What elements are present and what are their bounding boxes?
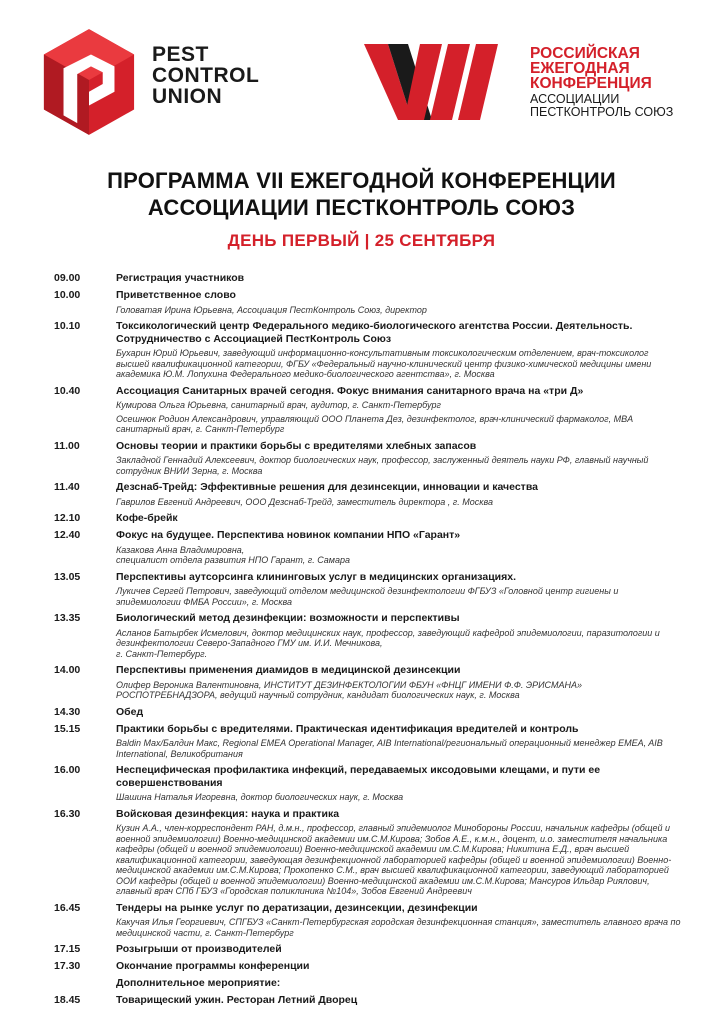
schedule-entry <box>54 385 684 436</box>
entry-time: 18.45 <box>54 994 81 1006</box>
entry-title: Перспективы применения диамидов в медицинской дезинсекции <box>116 664 461 676</box>
entry-title: Войсковая дезинфекция: наука и практика <box>116 807 340 820</box>
entry-speaker: Какучая Илья Георгиевич, СПГБУЗ «Санкт-Петербургская городская дезинфекционная станция», заместитель главного врача по медицинской части, г. Санкт-Петербург <box>116 917 681 938</box>
entry-title: Приветственное слово <box>116 289 236 301</box>
entry-body <box>116 481 684 508</box>
conference-wordmark-red-line: КОНФЕРЕНЦИЯ <box>530 75 652 92</box>
schedule-entry <box>54 440 684 478</box>
entry-speaker: Головатая Ирина Юрьевна, Ассоциация ПестКонтроль Союз, директор <box>116 304 427 315</box>
entry-time: 17.15 <box>54 943 81 955</box>
entry-title: Окончание программы конференции <box>116 960 310 972</box>
day-label: ДЕНЬ ПЕРВЫЙ | 25 СЕНТЯБРЯ <box>227 231 496 250</box>
entry-time: 12.10 <box>54 512 81 524</box>
entry-speaker: Кумирова Ольга Юрьевна, санитарный врач, аудитор, г. Санкт-Петербург <box>116 400 441 410</box>
entry-title: Розыгрыши от производителей <box>116 943 282 955</box>
schedule-entry <box>54 664 684 702</box>
entry-title: Практики борьбы с вредителями. Практическая идентификация вредителей и контроль <box>116 722 579 735</box>
schedule-entry <box>54 481 684 508</box>
entry-speaker: Асланов Батырбек Исмелович, доктор медицинских наук, профессор, заведующий кафедрой эпидемиологии, паразитологии и дезинфектологии Северо-Западного ГМУ им. И.И. Мечникова, г. Санкт-Петербург. <box>116 627 660 659</box>
entry-speaker: Кузин А.А., член-корреспондент РАН, д.м.н., профессор, главный эпидемиолог Минобороны России, начальник кафедры (общей и военной эпидемиологии) Военно-медицинской академии им.С.М.Кирова; Зобов А.Е., к.м.н., доцент, и.о. заместителя начальника кафедры (общей и военной эпидемиологии) Военно-медицинской академии им.С.М.Кирова; Никитина Е.Д., врач высшей квалификационной категории, заведующая дезинфекционной лабораторией кафедры (общей и военной эпидемиологии) Военно-медицинской академии им.С.М.Кирова; Прокопенко С.М., врач высшей квалификационной категории, заведующий лабораторией ООИ кафедры (общей и военной эпидемиологии) Военно-медицинской академии им.С.М.Кирова; Мансуров Ильдар Риялович, главный врач СПб ГБУЗ «Городская поликлиника №104», Зобов Евгений Андреевич <box>116 823 672 896</box>
entry-speaker: Гаврилов Евгений Андреевич, ООО Дезснаб-Трейд, заместитель директора , г. Москва <box>116 496 493 507</box>
entry-title: Товарищеский ужин. Ресторан Летний Дворец <box>116 994 358 1006</box>
conference-wordmark-dark-line: ПЕСТКОНТРОЛЬ СОЮЗ <box>530 105 674 119</box>
entry-title: Токсикологический центр Федерального медико-биологического агентства России. Деятельность. Сотрудничество с Ассоциацией ПестКонтроль Союз <box>116 320 633 345</box>
vii-roman-numeral-logo-icon <box>364 44 519 120</box>
entry-title: Дезснаб-Трейд: Эффективные решения для дезинсекции, инновации и качества <box>116 481 538 493</box>
entry-speaker: Шашина Наталья Игоревна, доктор биологических наук, г. Москва <box>116 792 404 802</box>
schedule-list <box>54 268 684 1007</box>
header <box>0 0 723 160</box>
schedule-entry <box>54 808 684 898</box>
pest-control-union-logo-icon <box>40 27 138 137</box>
entry-body <box>116 808 684 898</box>
entry-body <box>116 994 684 1007</box>
entry-body <box>116 764 684 804</box>
entry-time: 10.10 <box>54 320 81 332</box>
conference-wordmark-dark-line: АССОЦИАЦИИ <box>530 92 620 106</box>
entry-body <box>116 664 684 702</box>
entry-title: Регистрация участников <box>116 272 245 284</box>
extra-event-label: Дополнительное мероприятие: <box>116 977 281 989</box>
entry-time: 13.35 <box>54 612 81 624</box>
entry-title: Основы теории и практики борьбы с вредителями хлебных запасов <box>116 439 477 452</box>
entry-body <box>116 706 684 719</box>
schedule-entry-final <box>54 994 684 1007</box>
extra-event-row <box>54 977 684 990</box>
schedule-entry <box>54 289 684 316</box>
entry-body <box>116 289 684 316</box>
entry-time: 14.30 <box>54 705 81 718</box>
entry-body <box>116 902 684 940</box>
entry-time: 10.00 <box>54 289 81 301</box>
entry-title: Кофе-брейк <box>116 512 178 524</box>
entry-body <box>116 723 684 761</box>
entry-time: 16.30 <box>54 807 81 820</box>
page-title-line-1: ПРОГРАММА VII ЕЖЕГОДНОЙ КОНФЕРЕНЦИИ <box>107 168 616 193</box>
entry-body <box>116 529 684 567</box>
entry-time: 17.30 <box>54 960 81 972</box>
entry-time: 11.00 <box>54 439 80 452</box>
schedule-entry <box>54 723 684 761</box>
entry-body <box>116 960 684 973</box>
schedule-entry <box>54 529 684 567</box>
entry-title: Неспецифическая профилактика инфекций, передаваемых иксодовыми клещами, и пути ее совершенствования <box>116 764 601 789</box>
entry-speaker: Baldin Max/Балдин Макс, Regional EMEA Operational Manager, AIB International/региональный операционный менеджер EMEA, AIB International, Великобритания <box>116 738 663 759</box>
schedule-entry <box>54 512 684 525</box>
entry-body <box>116 571 684 609</box>
entry-title: Фокус на будущее. Перспектива новинок компании НПО «Гарант» <box>116 529 461 541</box>
entry-time: 14.00 <box>54 664 81 676</box>
entry-title: Обед <box>116 705 144 718</box>
conference-wordmark <box>530 46 673 119</box>
schedule-entry <box>54 943 684 956</box>
schedule-entry <box>54 612 684 660</box>
entry-body <box>116 385 684 436</box>
pest-control-union-wordmark <box>152 44 259 107</box>
entry-title: Ассоциация Санитарных врачей сегодня. Фокус внимания санитарного врача на «три Д» <box>116 384 584 397</box>
entry-speaker: Бухарин Юрий Юрьевич, заведующий информационно-консультативным токсикологическим отделением, врач-токсиколог высшей квалификационной категории, ФГБУ «Федеральный научно-клинический центр физико-химической медицины имени академика Ю.М. Лопухина Федерального медико-биологического агентства», г. Москва <box>116 348 652 379</box>
entry-title: Перспективы аутсорсинга клининговых услуг в медицинских организациях. <box>116 570 517 583</box>
page-title-line-2: АССОЦИАЦИИ ПЕСТКОНТРОЛЬ СОЮЗ <box>147 195 576 220</box>
entry-time: 11.40 <box>54 481 80 493</box>
entry-body <box>116 272 684 285</box>
entry-speaker: Казакова Анна Владимировна, специалист отдела развития НПО Гарант, г. Самара <box>116 544 350 565</box>
conference-wordmark-red-line: РОССИЙСКАЯ <box>530 45 640 62</box>
entry-time: 13.05 <box>54 570 81 583</box>
schedule-entry <box>54 764 684 804</box>
schedule-entry <box>54 960 684 973</box>
entry-body <box>116 943 684 956</box>
entry-time: 10.40 <box>54 384 81 397</box>
schedule-entry <box>54 272 684 285</box>
entry-time: 16.45 <box>54 901 81 914</box>
entry-speaker: Осешнюк Родион Александрович, управляющий ООО Планета Дез, дезинфектолог, врач-клинический фармаколог, MBA санитарный врач, г. Санкт-Петербург <box>116 413 633 434</box>
conference-wordmark-red-line: ЕЖЕГОДНАЯ <box>530 60 630 77</box>
extra-event-spacer <box>54 977 116 990</box>
schedule-entry <box>54 571 684 609</box>
schedule-entry <box>54 320 684 381</box>
entry-title: Биологический метод дезинфекции: возможности и перспективы <box>116 612 460 624</box>
wordmark-line: UNION <box>152 85 223 108</box>
wordmark-line: CONTROL <box>152 64 260 87</box>
entry-body <box>116 320 684 381</box>
entry-body <box>116 512 684 525</box>
schedule-entry <box>54 902 684 940</box>
entry-body <box>116 612 684 660</box>
entry-time: 12.40 <box>54 529 81 541</box>
schedule-entry <box>54 706 684 719</box>
entry-time: 16.00 <box>54 764 81 776</box>
entry-title: Тендеры на рынке услуг по дератизации, дезинсекции, дезинфекции <box>116 901 478 914</box>
entry-speaker: Закладной Геннадий Алексеевич, доктор биологических наук, профессор, заслуженный деятель науки РФ, главный научный сотрудник ВНИИ Зерна, г. Москва <box>116 455 649 476</box>
entry-time: 15.15 <box>54 722 81 735</box>
wordmark-line: PEST <box>152 43 209 66</box>
entry-body <box>116 440 684 478</box>
entry-speaker: Олифер Вероника Валентиновна, ИНСТИТУТ ДЕЗИНФЕКТОЛОГИИ ФБУН «ФНЦГ ИМЕНИ Ф.Ф. ЭРИСМАНА» РОСПОТРЕБНАДЗОРА, ведущий научный сотрудник, кандидат биологических наук, г. Москва <box>116 679 582 700</box>
entry-time: 09.00 <box>54 272 81 284</box>
entry-speaker: Лукичев Сергей Петрович, заведующий отделом медицинской дезинфектологии ФГБУЗ «Головной центр гигиены и эпидемиологии ФМБА России», г. Москва <box>116 586 619 607</box>
